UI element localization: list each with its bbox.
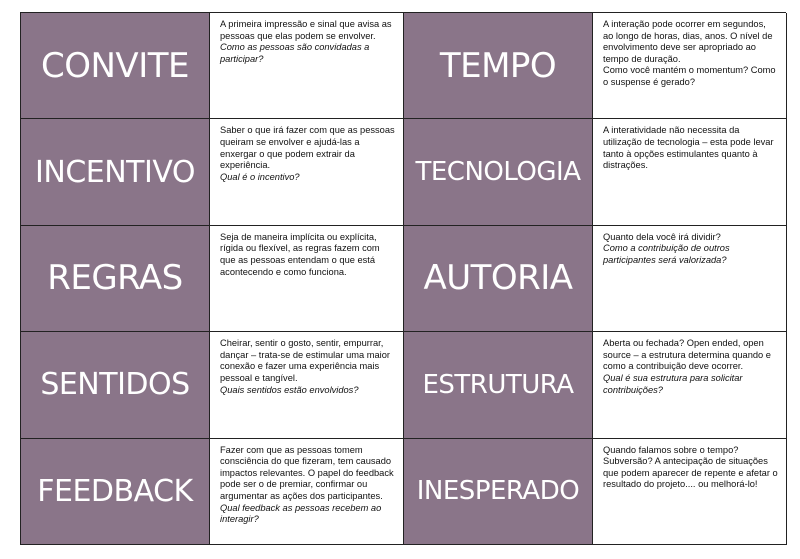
term-label: INCENTIVO — [35, 154, 195, 190]
term-incentivo — [21, 119, 210, 225]
desc-text: Aberta ou fechada? Open ended, open source – a estrutura determina quando e como a contribuição deve ocorrer. — [603, 338, 771, 372]
desc-regras — [210, 226, 404, 332]
term-inesperado — [404, 439, 593, 545]
term-label: ESTRUTURA — [422, 369, 574, 400]
term-label: TEMPO — [439, 45, 557, 86]
desc-sentidos — [210, 332, 404, 438]
desc-text: Seja de maneira implícita ou explícita, rígida ou flexível, as regras fazem com que as pessoas entendam o que está acontecendo e como funciona. — [220, 231, 380, 277]
desc-tempo — [593, 13, 787, 119]
desc-estrutura — [593, 332, 787, 438]
desc-text: A interação pode ocorrer em segundos, ao longo de horas, dias, anos. O nível de envolvimento deve ser apropriado ao tempo de duração. — [603, 19, 773, 64]
term-label: AUTORIA — [423, 258, 573, 299]
term-tempo — [404, 13, 593, 119]
term-label: FEEDBACK — [37, 473, 193, 509]
desc-text: Quanto dela você irá dividir? — [603, 231, 721, 242]
term-sentidos — [21, 332, 210, 438]
desc-question: Qual é sua estrutura para solicitar contribuições? — [603, 372, 743, 395]
desc-feedback — [210, 439, 404, 545]
term-convite — [21, 13, 210, 119]
term-feedback — [21, 439, 210, 545]
desc-text: A primeira impressão e sinal que avisa as pessoas que elas podem se envolver. — [220, 19, 392, 41]
desc-convite — [210, 13, 404, 119]
term-label: CONVITE — [41, 45, 189, 86]
term-label: INESPERADO — [416, 476, 580, 507]
desc-text-2: Como você mantém o momentum? Como o suspense é gerado? — [603, 65, 776, 87]
desc-incentivo — [210, 119, 404, 225]
term-autoria — [404, 226, 593, 332]
desc-text: Cheirar, sentir o gosto, sentir, empurrar, dançar – trata-se de estimular uma maior conexão e fazer uma experiência mais pessoal e tangível. — [220, 338, 390, 383]
term-estrutura — [404, 332, 593, 438]
term-regras — [21, 226, 210, 332]
term-label: REGRAS — [47, 258, 183, 299]
term-label: TECNOLOGIA — [415, 157, 581, 188]
desc-text: Quando falamos sobre o tempo? Subversão? A antecipação de situações que podem aparecer de repente e afetar o resultado do projeto.... ou melhorá-lo! — [603, 444, 778, 490]
desc-question: Como a contribuição de outros participantes será valorizada? — [603, 243, 730, 265]
desc-text: Saber o que irá fazer com que as pessoas queiram se envolver e ajudá-las a enxergar o que podem extrair da experiência. — [220, 125, 395, 171]
term-tecnologia — [404, 119, 593, 225]
desc-question: Qual feedback as pessoas recebem ao interagir? — [220, 502, 382, 525]
desc-question: Como as pessoas são convidadas a participar? — [220, 42, 370, 64]
desc-tecnologia — [593, 119, 787, 225]
desc-question: Qual é o incentivo? — [220, 171, 300, 182]
desc-text: Fazer com que as pessoas tomem consciência do que fizeram, tem causado impactos relevantes. O papel do feedback pode ser o de premiar, confirmar ou argumentar as ações dos participantes. — [220, 444, 394, 501]
desc-inesperado — [593, 439, 787, 545]
desc-question: Quais sentidos estão envolvidos? — [220, 384, 359, 395]
term-label: SENTIDOS — [40, 367, 190, 403]
desc-autoria — [593, 226, 787, 332]
desc-text: A interatividade não necessita da utilização de tecnologia – esta pode levar tanto à opções estimulantes quanto à distrações. — [603, 125, 774, 171]
card-grid — [20, 12, 786, 545]
